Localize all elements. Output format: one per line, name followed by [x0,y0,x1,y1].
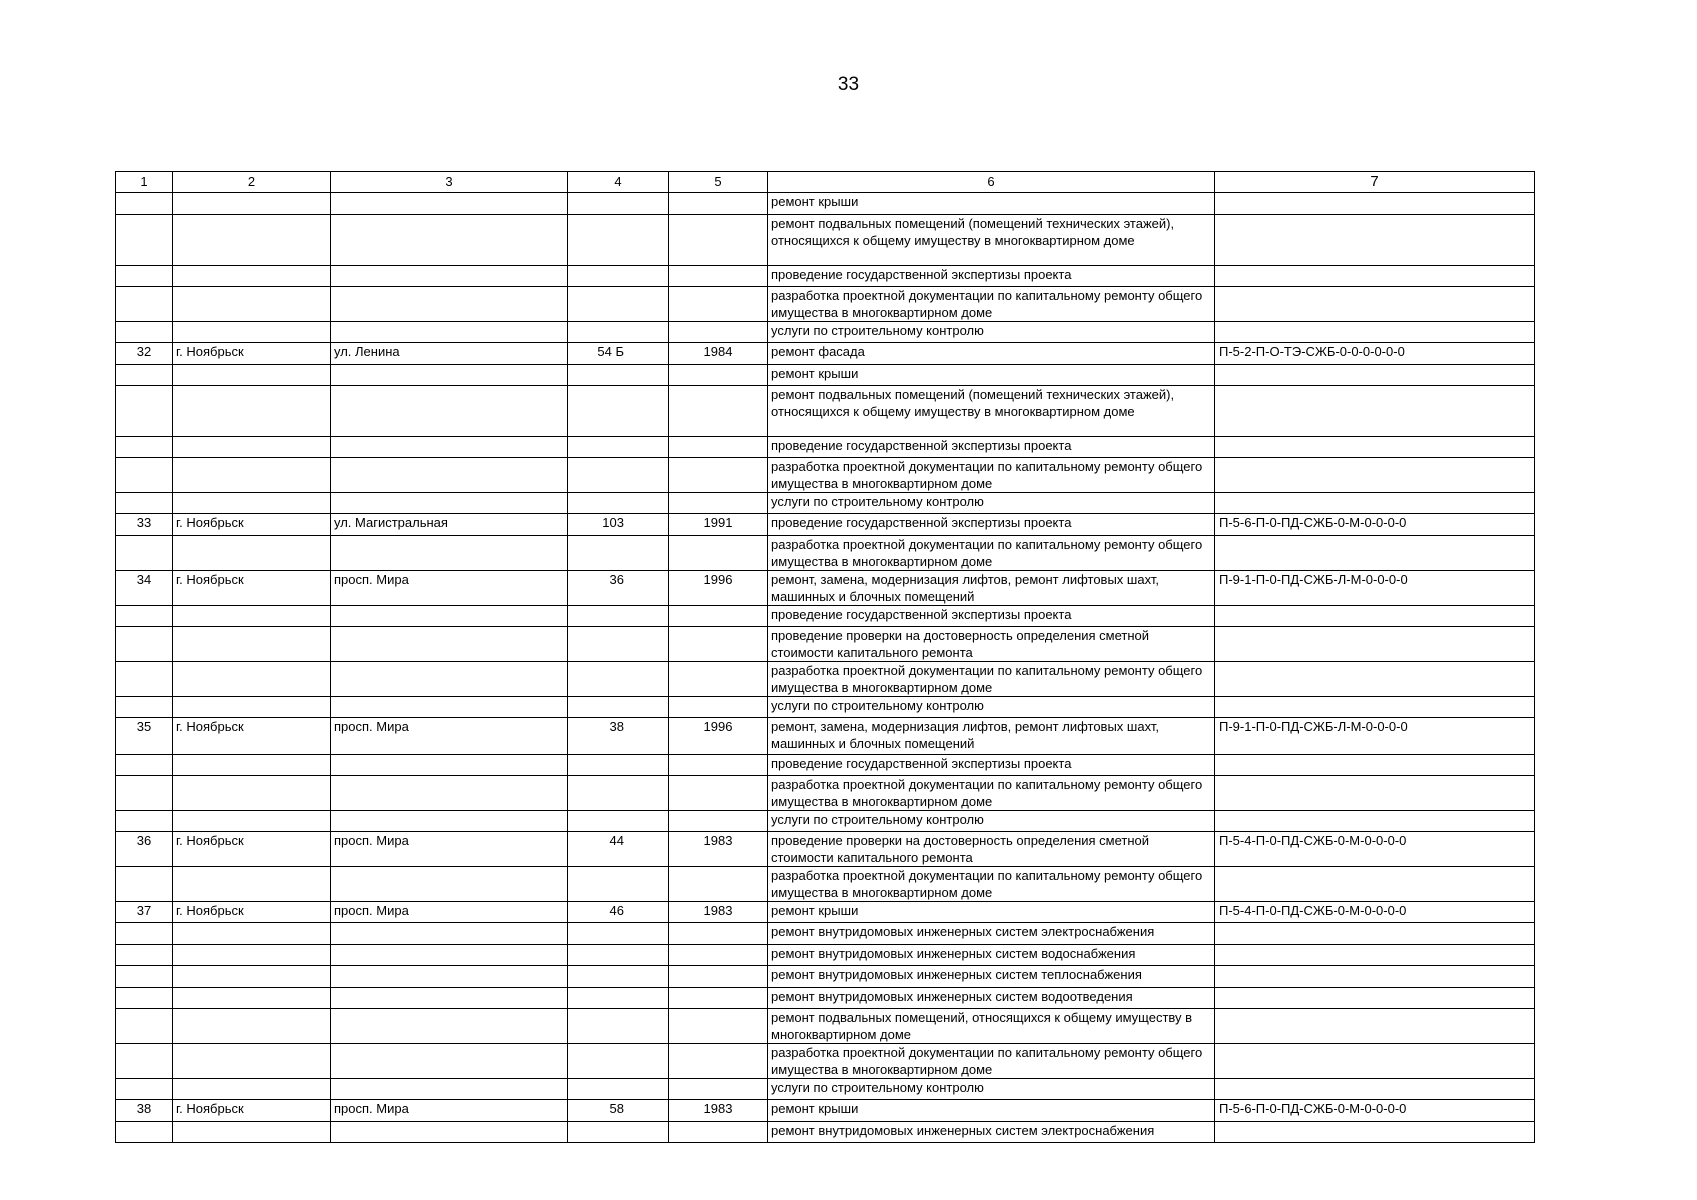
cell-number: 37 [116,902,173,923]
cell-year [669,1044,768,1079]
cell-house [568,458,669,493]
cell-street: ул. Магистральная [331,514,568,536]
cell-number [116,386,173,437]
cell-year: 1983 [669,832,768,867]
cell-city [173,966,331,988]
cell-city [173,493,331,514]
cell-street: просп. Мира [331,1100,568,1122]
cell-code [1215,437,1535,458]
cell-code: П-5-4-П-0-ПД-СЖБ-0-М-0-0-0-0 [1215,902,1535,923]
cell-street [331,988,568,1009]
cell-house [568,437,669,458]
cell-year [669,697,768,718]
cell-number [116,606,173,627]
column-header: 7 [1215,172,1535,193]
cell-work-type: услуги по строительному контролю [768,811,1215,832]
cell-city [173,627,331,662]
cell-city [173,945,331,966]
cell-street [331,627,568,662]
cell-code [1215,536,1535,571]
cell-code [1215,1122,1535,1143]
cell-code [1215,386,1535,437]
table-row [116,493,1535,514]
cell-year [669,776,768,811]
table-row [116,193,1535,215]
cell-house [568,923,669,945]
cell-house [568,1044,669,1079]
cell-city [173,923,331,945]
cell-year [669,811,768,832]
cell-year [669,662,768,697]
cell-house [568,811,669,832]
cell-code [1215,662,1535,697]
cell-number: 35 [116,718,173,755]
table-row [116,697,1535,718]
cell-work-type: ремонт внутридомовых инженерных систем водоотведения [768,988,1215,1009]
cell-work-type: разработка проектной документации по капитальному ремонту общего имущества в многоквартирном доме [768,458,1215,493]
cell-work-type: ремонт внутридомовых инженерных систем электроснабжения [768,923,1215,945]
cell-work-type: разработка проектной документации по капитальному ремонту общего имущества в многоквартирном доме [768,536,1215,571]
cell-code [1215,945,1535,966]
cell-street [331,697,568,718]
cell-code [1215,458,1535,493]
cell-city [173,437,331,458]
cell-city [173,1122,331,1143]
cell-city [173,755,331,776]
cell-code [1215,193,1535,215]
table-row [116,627,1535,662]
table-row [116,988,1535,1009]
cell-work-type: услуги по строительному контролю [768,697,1215,718]
cell-street: просп. Мира [331,718,568,755]
table-row [116,966,1535,988]
cell-year: 1983 [669,1100,768,1122]
cell-street [331,365,568,386]
cell-number [116,1079,173,1100]
cell-work-type: ремонт внутридомовых инженерных систем электроснабжения [768,1122,1215,1143]
cell-street [331,458,568,493]
cell-work-type: проведение государственной экспертизы проекта [768,266,1215,287]
table-row [116,266,1535,287]
cell-number [116,322,173,343]
cell-house: 54 Б [568,343,669,365]
cell-work-type: ремонт подвальных помещений (помещений технических этажей), относящихся к общему имуществу в многоквартирном доме [768,215,1215,266]
cell-code [1215,1079,1535,1100]
cell-city: г. Ноябрьск [173,718,331,755]
cell-work-type: проведение государственной экспертизы проекта [768,606,1215,627]
cell-house [568,776,669,811]
cell-house [568,536,669,571]
cell-street [331,606,568,627]
cell-year [669,493,768,514]
table-row [116,867,1535,902]
cell-house [568,193,669,215]
cell-street [331,386,568,437]
cell-number: 32 [116,343,173,365]
cell-number [116,266,173,287]
cell-year [669,1122,768,1143]
table-row [116,1100,1535,1122]
cell-code [1215,266,1535,287]
cell-work-type: разработка проектной документации по капитальному ремонту общего имущества в многоквартирном доме [768,662,1215,697]
cell-year: 1983 [669,902,768,923]
cell-house [568,1009,669,1044]
cell-work-type: разработка проектной документации по капитальному ремонту общего имущества в многоквартирном доме [768,287,1215,322]
cell-year [669,215,768,266]
cell-number [116,988,173,1009]
cell-street [331,1044,568,1079]
cell-street [331,1079,568,1100]
cell-code [1215,627,1535,662]
cell-year [669,266,768,287]
table-row [116,662,1535,697]
table-row [116,287,1535,322]
table-header-row [116,172,1535,193]
cell-city [173,697,331,718]
cell-code [1215,776,1535,811]
cell-street [331,755,568,776]
table-row [116,514,1535,536]
cell-street [331,322,568,343]
cell-house [568,867,669,902]
cell-street [331,966,568,988]
cell-year [669,627,768,662]
cell-work-type: ремонт подвальных помещений (помещений технических этажей), относящихся к общему имуществу в многоквартирном доме [768,386,1215,437]
cell-year: 1984 [669,343,768,365]
cell-code [1215,322,1535,343]
cell-house [568,386,669,437]
cell-street [331,1009,568,1044]
cell-street: просп. Мира [331,571,568,606]
cell-number [116,1044,173,1079]
cell-year [669,287,768,322]
cell-street [331,437,568,458]
cell-number [116,493,173,514]
cell-code [1215,215,1535,266]
cell-street [331,287,568,322]
cell-number [116,811,173,832]
cell-house: 46 [568,902,669,923]
table-row [116,1079,1535,1100]
cell-number [116,662,173,697]
cell-number [116,536,173,571]
table-row [116,755,1535,776]
cell-city [173,606,331,627]
cell-city [173,536,331,571]
cell-street: просп. Мира [331,832,568,867]
table-row [116,458,1535,493]
cell-code [1215,923,1535,945]
cell-house [568,322,669,343]
cell-number [116,1009,173,1044]
cell-city [173,1044,331,1079]
cell-code [1215,493,1535,514]
table-row [116,536,1535,571]
cell-work-type: разработка проектной документации по капитальному ремонту общего имущества в многоквартирном доме [768,1044,1215,1079]
column-header: 2 [173,172,331,193]
column-header: 1 [116,172,173,193]
table-row [116,606,1535,627]
cell-code [1215,966,1535,988]
cell-year [669,386,768,437]
cell-house [568,493,669,514]
cell-work-type: ремонт, замена, модернизация лифтов, ремонт лифтовых шахт, машинных и блочных помещений [768,718,1215,755]
cell-work-type: ремонт, замена, модернизация лифтов, ремонт лифтовых шахт, машинных и блочных помещений [768,571,1215,606]
table-row [116,365,1535,386]
table-row [116,902,1535,923]
cell-house [568,215,669,266]
cell-house [568,266,669,287]
cell-year [669,1009,768,1044]
cell-number [116,755,173,776]
cell-work-type: ремонт крыши [768,1100,1215,1122]
cell-work-type: ремонт внутридомовых инженерных систем водоснабжения [768,945,1215,966]
cell-code [1215,697,1535,718]
cell-number: 34 [116,571,173,606]
cell-city [173,215,331,266]
cell-street [331,923,568,945]
cell-house: 36 [568,571,669,606]
table-row [116,1122,1535,1143]
cell-city [173,287,331,322]
cell-street [331,867,568,902]
cell-year [669,867,768,902]
cell-city [173,867,331,902]
table-row [116,811,1535,832]
cell-city [173,458,331,493]
cell-city [173,1079,331,1100]
cell-street [331,811,568,832]
table-body [116,172,1535,1143]
cell-number [116,776,173,811]
cell-code: П-5-2-П-О-ТЭ-СЖБ-0-0-0-0-0-0 [1215,343,1535,365]
cell-city [173,266,331,287]
cell-year [669,458,768,493]
cell-house [568,287,669,322]
cell-code [1215,1044,1535,1079]
cell-number [116,365,173,386]
cell-year [669,923,768,945]
table-row [116,571,1535,606]
cell-street [331,193,568,215]
table-row [116,386,1535,437]
cell-number: 33 [116,514,173,536]
cell-year: 1996 [669,718,768,755]
cell-work-type: услуги по строительному контролю [768,1079,1215,1100]
cell-house: 58 [568,1100,669,1122]
cell-year [669,1079,768,1100]
cell-city [173,988,331,1009]
cell-work-type: услуги по строительному контролю [768,322,1215,343]
cell-number [116,867,173,902]
cell-code [1215,811,1535,832]
cell-number: 36 [116,832,173,867]
cell-street [331,536,568,571]
column-header: 4 [568,172,669,193]
cell-code [1215,365,1535,386]
cell-code: П-5-4-П-0-ПД-СЖБ-0-М-0-0-0-0 [1215,832,1535,867]
cell-year [669,966,768,988]
cell-number [116,1122,173,1143]
cell-year [669,945,768,966]
cell-work-type: проведение государственной экспертизы проекта [768,514,1215,536]
cell-work-type: разработка проектной документации по капитальному ремонту общего имущества в многоквартирном доме [768,867,1215,902]
cell-work-type: проведение проверки на достоверность определения сметной стоимости капитального ремонта [768,627,1215,662]
cell-work-type: ремонт подвальных помещений, относящихся к общему имуществу в многоквартирном доме [768,1009,1215,1044]
cell-house [568,697,669,718]
cell-house [568,365,669,386]
cell-code [1215,1009,1535,1044]
cell-code [1215,287,1535,322]
cell-city [173,386,331,437]
cell-city: г. Ноябрьск [173,571,331,606]
cell-house [568,627,669,662]
cell-house [568,662,669,697]
cell-code [1215,867,1535,902]
cell-city [173,322,331,343]
cell-work-type: услуги по строительному контролю [768,493,1215,514]
cell-street [331,266,568,287]
cell-city: г. Ноябрьск [173,902,331,923]
cell-city [173,662,331,697]
cell-street [331,945,568,966]
table-row [116,322,1535,343]
cell-work-type: ремонт крыши [768,193,1215,215]
cell-number: 38 [116,1100,173,1122]
cell-work-type: проведение проверки на достоверность определения сметной стоимости капитального ремонта [768,832,1215,867]
cell-code: П-9-1-П-0-ПД-СЖБ-Л-М-0-0-0-0 [1215,571,1535,606]
cell-code [1215,988,1535,1009]
table-row [116,776,1535,811]
column-header: 3 [331,172,568,193]
cell-year [669,193,768,215]
cell-year: 1991 [669,514,768,536]
cell-work-type: ремонт фасада [768,343,1215,365]
cell-city: г. Ноябрьск [173,1100,331,1122]
cell-house [568,1079,669,1100]
cell-code: П-5-6-П-0-ПД-СЖБ-0-М-0-0-0-0 [1215,1100,1535,1122]
cell-work-type: ремонт внутридомовых инженерных систем теплоснабжения [768,966,1215,988]
cell-number [116,627,173,662]
cell-number [116,966,173,988]
cell-number [116,193,173,215]
cell-work-type: проведение государственной экспертизы проекта [768,755,1215,776]
table-row [116,945,1535,966]
cell-city [173,193,331,215]
cell-street: ул. Ленина [331,343,568,365]
table-row [116,923,1535,945]
cell-code: П-9-1-П-0-ПД-СЖБ-Л-М-0-0-0-0 [1215,718,1535,755]
cell-house: 44 [568,832,669,867]
cell-house: 38 [568,718,669,755]
page-number: 33 [837,74,860,95]
cell-city [173,365,331,386]
cell-number [116,215,173,266]
cell-year [669,365,768,386]
cell-house: 103 [568,514,669,536]
cell-house [568,1122,669,1143]
cell-number [116,287,173,322]
table-row [116,343,1535,365]
cell-street [331,662,568,697]
cell-year [669,437,768,458]
table-row [116,437,1535,458]
table-row [116,718,1535,755]
cell-city: г. Ноябрьск [173,343,331,365]
cell-city: г. Ноябрьск [173,832,331,867]
cell-city [173,1009,331,1044]
cell-code [1215,755,1535,776]
cell-city [173,811,331,832]
cell-code [1215,606,1535,627]
table-row [116,1044,1535,1079]
cell-year: 1996 [669,571,768,606]
cell-year [669,322,768,343]
cell-work-type: ремонт крыши [768,365,1215,386]
cell-street [331,493,568,514]
cell-number [116,923,173,945]
cell-year [669,988,768,1009]
cell-street: просп. Мира [331,902,568,923]
column-header: 5 [669,172,768,193]
cell-street [331,776,568,811]
cell-number [116,945,173,966]
cell-year [669,606,768,627]
cell-year [669,536,768,571]
cell-house [568,988,669,1009]
cell-number [116,437,173,458]
cell-code: П-5-6-П-0-ПД-СЖБ-0-М-0-0-0-0 [1215,514,1535,536]
cell-house [568,755,669,776]
cell-house [568,945,669,966]
table-row [116,215,1535,266]
cell-number [116,458,173,493]
cell-street [331,1122,568,1143]
table-row [116,1009,1535,1044]
cell-work-type: проведение государственной экспертизы проекта [768,437,1215,458]
cell-work-type: разработка проектной документации по капитальному ремонту общего имущества в многоквартирном доме [768,776,1215,811]
capital-repair-table [115,171,1535,1143]
cell-house [568,966,669,988]
cell-number [116,697,173,718]
cell-street [331,215,568,266]
cell-year [669,755,768,776]
cell-work-type: ремонт крыши [768,902,1215,923]
cell-city: г. Ноябрьск [173,514,331,536]
table-row [116,832,1535,867]
cell-city [173,776,331,811]
cell-house [568,606,669,627]
column-header: 6 [768,172,1215,193]
